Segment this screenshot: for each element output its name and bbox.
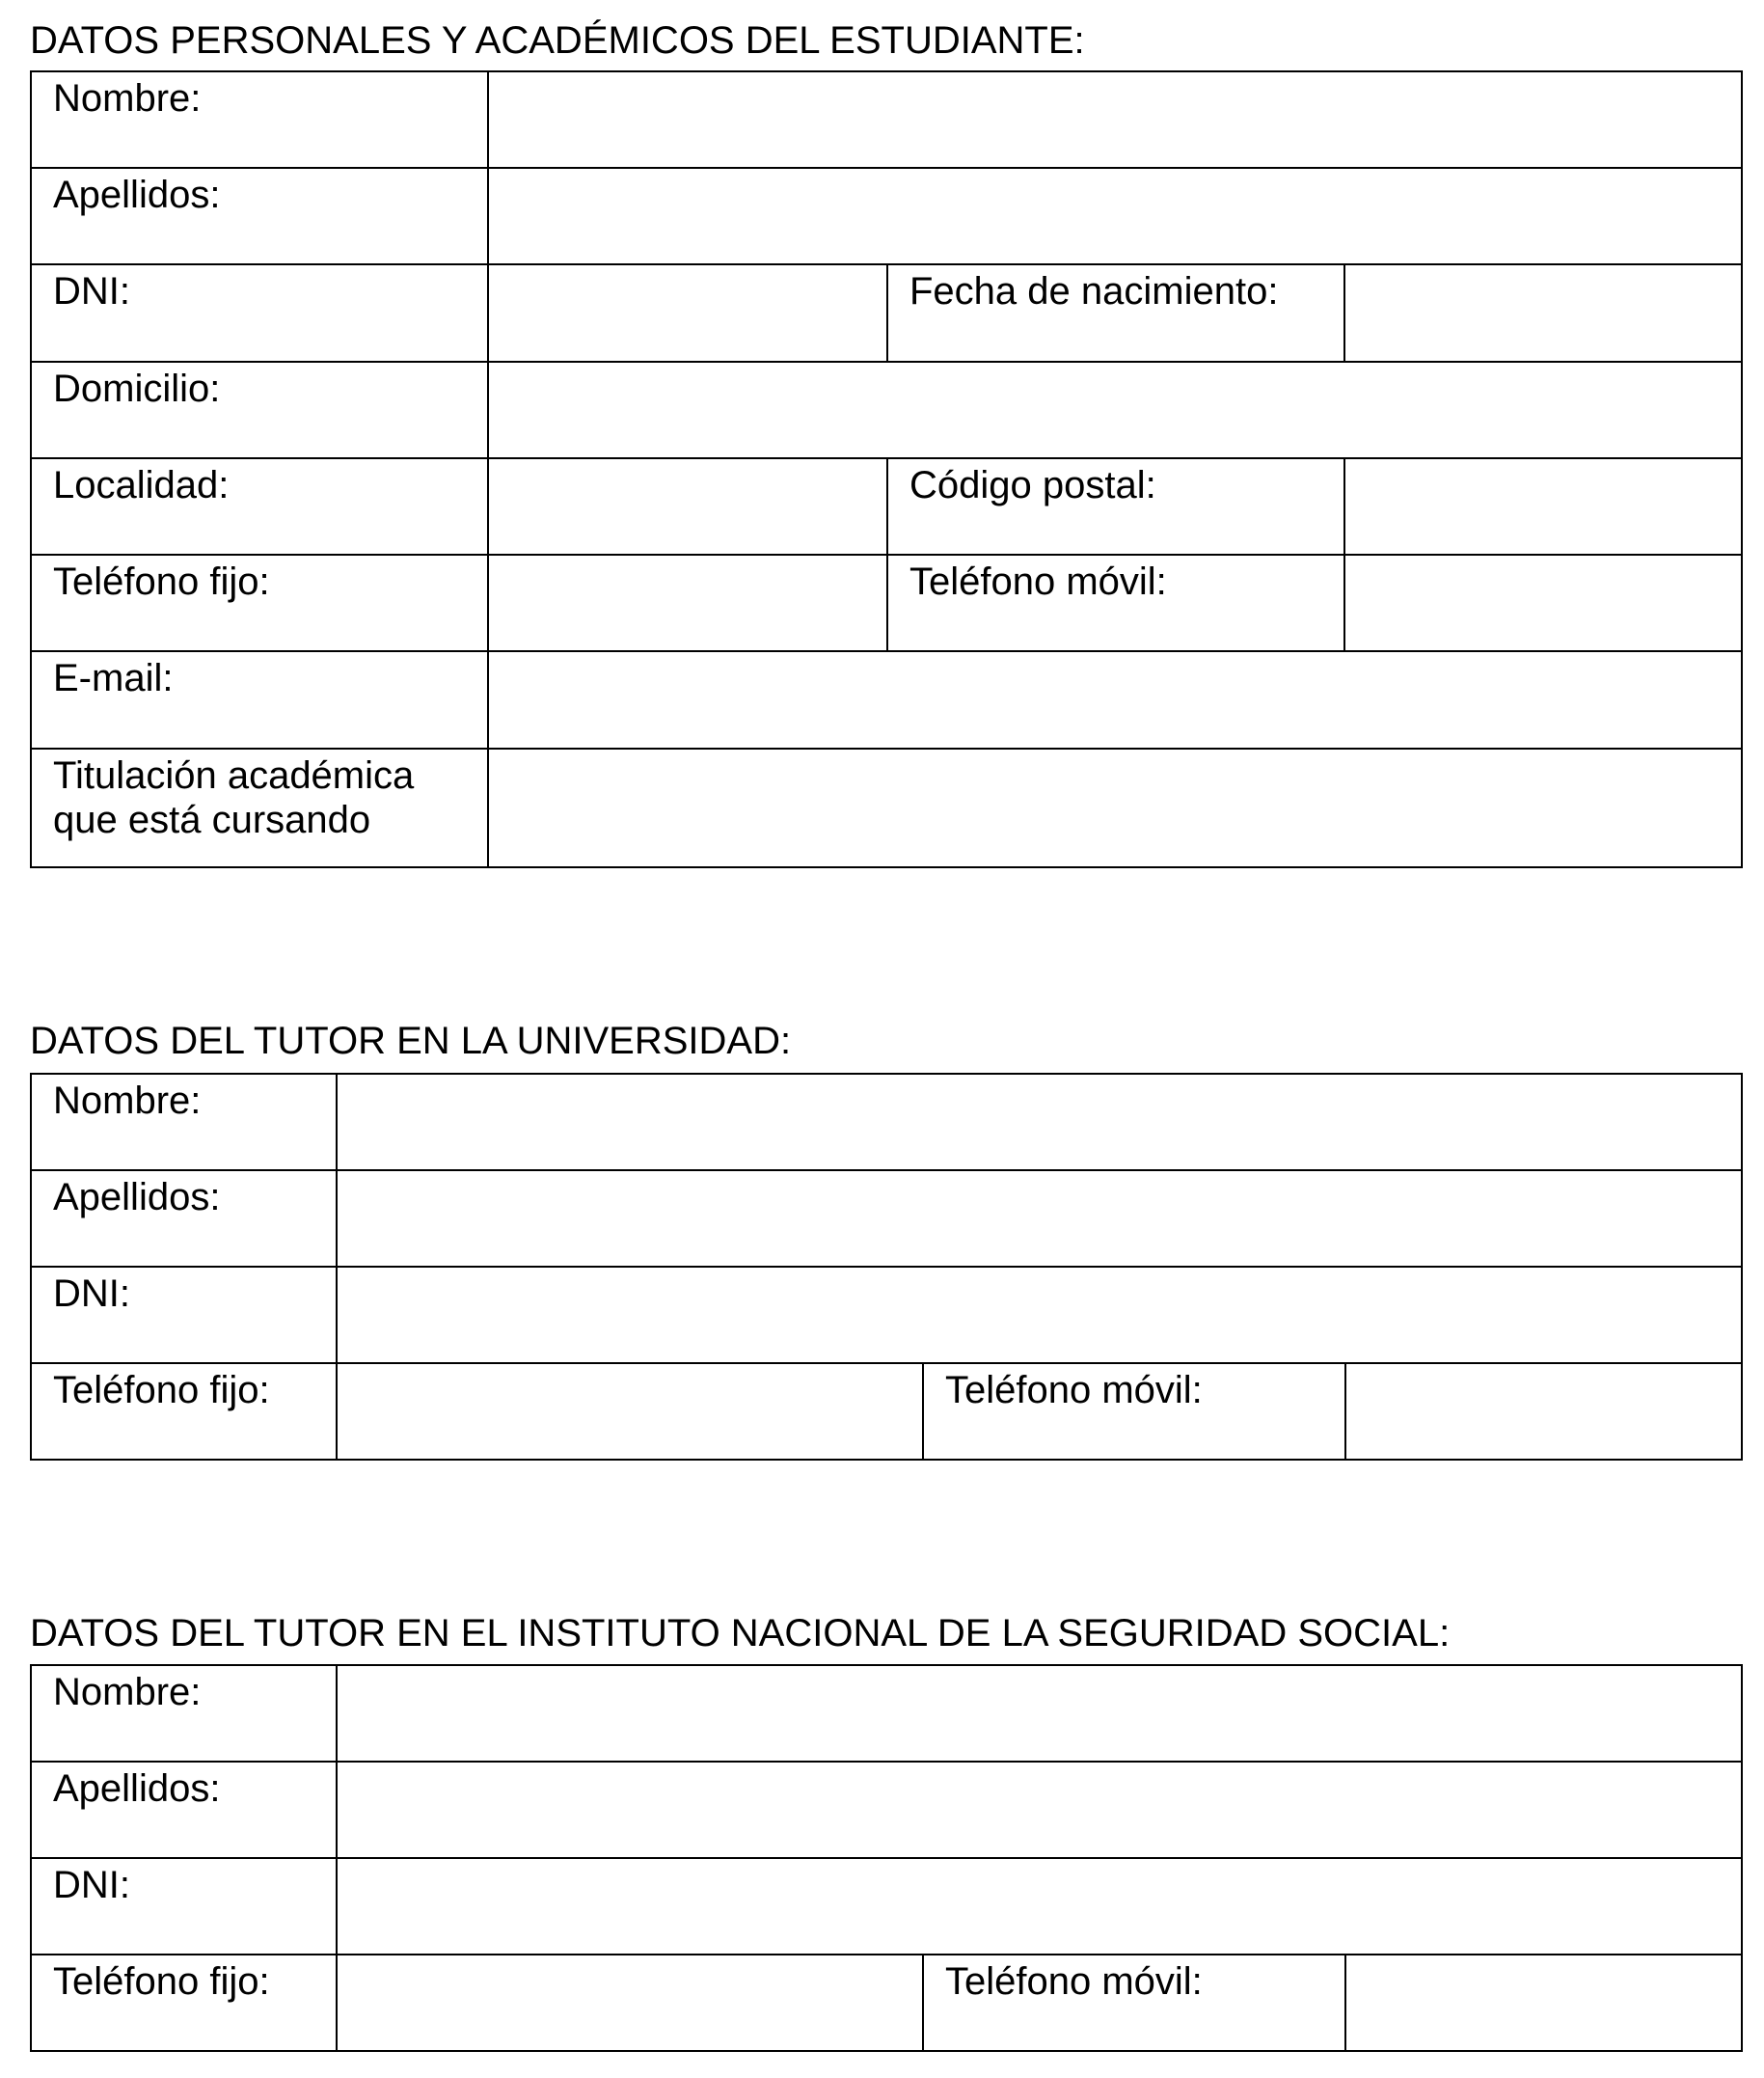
telefono-fijo-label: Teléfono fijo: [53,561,270,604]
table-row [31,1074,1742,1170]
telefono-movil-label: Teléfono móvil: [909,561,1167,604]
table-row [31,1170,1742,1267]
tutor-universidad-apellidos-field[interactable] [337,1170,1742,1267]
table-row [31,1955,1742,2051]
tutor-inss-telefono-movil-field[interactable] [1345,1955,1742,2051]
tutor-universidad-dni-field[interactable] [337,1267,1742,1363]
tutor-universidad-telefono-fijo-field[interactable] [337,1363,923,1460]
dni-label: DNI: [53,270,130,314]
tutor-universidad-heading: DATOS DEL TUTOR EN LA UNIVERSIDAD: [30,1020,792,1062]
table-row [31,71,1742,168]
table-row [31,264,1742,361]
student-localidad-field[interactable] [488,458,887,555]
tutor-universidad-table [30,1073,1743,1461]
table-row [31,1267,1742,1363]
table-row [31,458,1742,555]
student-codigo-postal-field[interactable] [1344,458,1742,555]
tutor-inss-table [30,1664,1743,2052]
fecha-nacimiento-label: Fecha de nacimiento: [909,270,1279,314]
apellidos-label: Apellidos: [53,1176,221,1218]
table-row [31,651,1742,748]
localidad-label: Localidad: [53,463,230,506]
telefono-movil-label: Teléfono móvil: [945,1369,1203,1411]
tutor-inss-dni-field[interactable] [337,1858,1742,1955]
tutor-inss-nombre-field[interactable] [337,1665,1742,1762]
tutor-inss-heading: DATOS DEL TUTOR EN EL INSTITUTO NACIONAL DE LA SEGURIDAD SOCIAL: [30,1612,1451,1654]
student-nombre-field[interactable] [488,71,1742,168]
student-titulacion-field[interactable] [488,749,1742,867]
table-row [31,749,1742,867]
table-row [31,1762,1742,1858]
dni-label: DNI: [53,1864,130,1906]
tutor-universidad-nombre-field[interactable] [337,1074,1742,1170]
student-dni-field[interactable] [488,264,887,361]
titulacion-label: Titulación académica que está cursando [53,753,415,841]
tutor-inss-telefono-fijo-field[interactable] [337,1955,923,2051]
codigo-postal-label: Código postal: [909,463,1156,506]
table-row [31,362,1742,458]
student-data-table [30,70,1743,868]
email-label: E-mail: [53,657,174,700]
telefono-movil-label: Teléfono móvil: [945,1960,1203,2003]
nombre-label: Nombre: [53,1080,202,1122]
tutor-universidad-telefono-movil-field[interactable] [1345,1363,1742,1460]
student-telefono-movil-field[interactable] [1344,555,1742,651]
student-domicilio-field[interactable] [488,362,1742,458]
nombre-label: Nombre: [53,77,202,120]
student-fecha-nacimiento-field[interactable] [1344,264,1742,361]
telefono-fijo-label: Teléfono fijo: [53,1960,270,2003]
nombre-label: Nombre: [53,1671,202,1713]
student-apellidos-field[interactable] [488,168,1742,264]
telefono-fijo-label: Teléfono fijo: [53,1369,270,1411]
domicilio-label: Domicilio: [53,367,221,410]
table-row [31,168,1742,264]
student-telefono-fijo-field[interactable] [488,555,887,651]
student-email-field[interactable] [488,651,1742,748]
table-row [31,1665,1742,1762]
tutor-inss-apellidos-field[interactable] [337,1762,1742,1858]
dni-label: DNI: [53,1272,130,1315]
table-row [31,1363,1742,1460]
apellidos-label: Apellidos: [53,174,221,217]
apellidos-label: Apellidos: [53,1767,221,1810]
table-row [31,1858,1742,1955]
student-section-heading: DATOS PERSONALES Y ACADÉMICOS DEL ESTUDIANTE: [30,19,1085,62]
table-row [31,555,1742,651]
